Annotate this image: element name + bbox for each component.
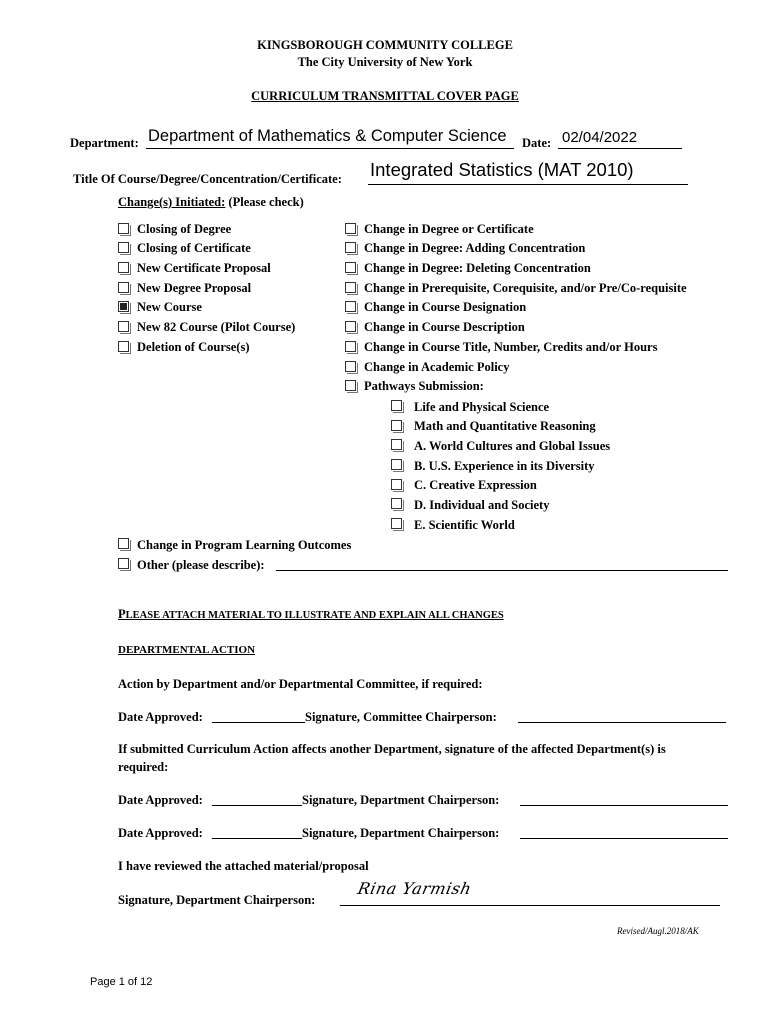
label-other: Other (please describe):: [137, 558, 265, 572]
checkbox-scientific-world[interactable]: [391, 518, 402, 529]
committee-chair-label: Signature, Committee Chairperson:: [305, 710, 497, 724]
label-closing-degree: Closing of Degree: [137, 222, 232, 236]
label-course-title-number: Change in Course Title, Number, Credits and/or Hours: [364, 340, 658, 354]
label-scientific-world: E. Scientific World: [414, 518, 515, 532]
page-title: CURRICULUM TRANSMITTAL COVER PAGE: [251, 89, 519, 103]
dept-chair-label-1: Signature, Department Chairperson:: [302, 793, 500, 807]
other-describe-field[interactable]: [276, 570, 728, 571]
checkbox-change-prerequisite[interactable]: [345, 282, 356, 293]
page-number: Page 1 of 12: [90, 976, 153, 988]
attach-notice-initial: P: [118, 607, 126, 621]
date-approved-field-3[interactable]: [212, 838, 302, 839]
affects-notice-line2: required:: [118, 760, 169, 774]
date-approved-field-1[interactable]: [212, 722, 305, 723]
handwritten-signature: Rina Yarmish: [355, 879, 474, 898]
checkbox-closing-certificate[interactable]: [118, 242, 129, 253]
checkbox-new-certificate[interactable]: [118, 262, 129, 273]
checkbox-other[interactable]: [118, 558, 129, 569]
checkbox-us-experience[interactable]: [391, 459, 402, 470]
label-change-degree-certificate: Change in Degree or Certificate: [364, 222, 534, 236]
affects-notice-line1: If submitted Curriculum Action affects another Department, signature of the affected Department(s) is: [118, 742, 666, 756]
label-pathways: Pathways Submission:: [364, 379, 484, 393]
checkbox-individual-society[interactable]: [391, 498, 402, 509]
label-course-designation: Change in Course Designation: [364, 300, 527, 314]
label-new-degree: New Degree Proposal: [137, 281, 252, 295]
checkbox-check-mark: [120, 303, 127, 310]
checkbox-course-description[interactable]: [345, 321, 356, 332]
label-change-prerequisite: Change in Prerequisite, Corequisite, and/or Pre/Co-requisite: [364, 281, 687, 295]
checkbox-world-cultures[interactable]: [391, 439, 402, 450]
date-underline: [558, 148, 682, 149]
checkbox-creative-expression[interactable]: [391, 479, 402, 490]
department-field[interactable]: Department of Mathematics & Computer Science: [148, 127, 507, 145]
checkbox-closing-degree[interactable]: [118, 223, 129, 234]
label-course-description: Change in Course Description: [364, 320, 525, 334]
checkbox-life-physical-science[interactable]: [391, 400, 402, 411]
date-approved-label-3: Date Approved:: [118, 826, 203, 840]
checkbox-course-designation[interactable]: [345, 301, 356, 312]
date-field[interactable]: 02/04/2022: [562, 129, 638, 146]
final-dept-chair-label: Signature, Department Chairperson:: [118, 893, 316, 907]
label-deleting-concentration: Change in Degree: Deleting Concentration: [364, 261, 591, 275]
date-approved-field-2[interactable]: [212, 805, 302, 806]
checkbox-program-outcomes[interactable]: [118, 538, 129, 549]
dept-chair-label-2: Signature, Department Chairperson:: [302, 826, 500, 840]
action-by-department: Action by Department and/or Departmental Committee, if required:: [118, 677, 483, 691]
date-approved-label-2: Date Approved:: [118, 793, 203, 807]
label-new-82-course: New 82 Course (Pilot Course): [137, 320, 296, 334]
departmental-action-heading: DEPARTMENTAL ACTION: [118, 644, 256, 656]
label-closing-certificate: Closing of Certificate: [137, 241, 251, 255]
label-new-course: New Course: [137, 300, 202, 314]
department-label: Department:: [70, 136, 139, 150]
changes-heading: [118, 195, 304, 210]
label-academic-policy: Change in Academic Policy: [364, 360, 510, 374]
checkbox-adding-concentration[interactable]: [345, 242, 356, 253]
label-program-outcomes: Change in Program Learning Outcomes: [137, 538, 352, 552]
label-math-quantitative: Math and Quantitative Reasoning: [414, 419, 596, 433]
final-signature-field[interactable]: [340, 905, 720, 906]
checkbox-course-title-number[interactable]: [345, 341, 356, 352]
attach-notice: [118, 607, 504, 622]
university-name: The City University of New York: [297, 55, 473, 69]
attach-notice-rest: LEASE ATTACH MATERIAL TO ILLUSTRATE AND EXPLAIN ALL CHANGES: [125, 610, 504, 621]
checkbox-math-quantitative[interactable]: [391, 420, 402, 431]
dept-chair-signature-field-2[interactable]: [520, 838, 728, 839]
department-underline: [146, 148, 514, 149]
label-individual-society: D. Individual and Society: [414, 498, 550, 512]
title-label: Title Of Course/Degree/Concentration/Certificate:: [73, 172, 342, 186]
label-adding-concentration: Change in Degree: Adding Concentration: [364, 241, 586, 255]
checkbox-new-course[interactable]: [118, 301, 129, 312]
label-new-certificate: New Certificate Proposal: [137, 261, 271, 275]
date-label: Date:: [522, 136, 552, 150]
title-field[interactable]: Integrated Statistics (MAT 2010): [370, 159, 634, 180]
college-name: KINGSBOROUGH COMMUNITY COLLEGE: [257, 38, 513, 52]
reviewed-statement: I have reviewed the attached material/proposal: [118, 859, 369, 873]
checkbox-academic-policy[interactable]: [345, 361, 356, 372]
checkbox-deletion-course[interactable]: [118, 341, 129, 352]
date-approved-label-1: Date Approved:: [118, 710, 203, 724]
checkbox-change-degree-certificate[interactable]: [345, 223, 356, 234]
label-world-cultures: A. World Cultures and Global Issues: [414, 439, 611, 453]
checkbox-deleting-concentration[interactable]: [345, 262, 356, 273]
label-creative-expression: C. Creative Expression: [414, 478, 537, 492]
checkbox-pathways[interactable]: [345, 380, 356, 391]
label-life-physical-science: Life and Physical Science: [414, 400, 550, 414]
title-underline: [368, 184, 688, 185]
revised-note: Revised/Augl.2018/AK: [617, 926, 699, 936]
dept-chair-signature-field-1[interactable]: [520, 805, 728, 806]
checkbox-new-degree[interactable]: [118, 282, 129, 293]
label-deletion-course: Deletion of Course(s): [137, 340, 250, 354]
committee-chair-signature-field[interactable]: [518, 722, 726, 723]
changes-heading-hint: (Please check): [228, 195, 304, 209]
label-us-experience: B. U.S. Experience in its Diversity: [414, 459, 595, 473]
checkbox-new-82-course[interactable]: [118, 321, 129, 332]
changes-heading-label: Change(s) Initiated:: [118, 195, 226, 209]
